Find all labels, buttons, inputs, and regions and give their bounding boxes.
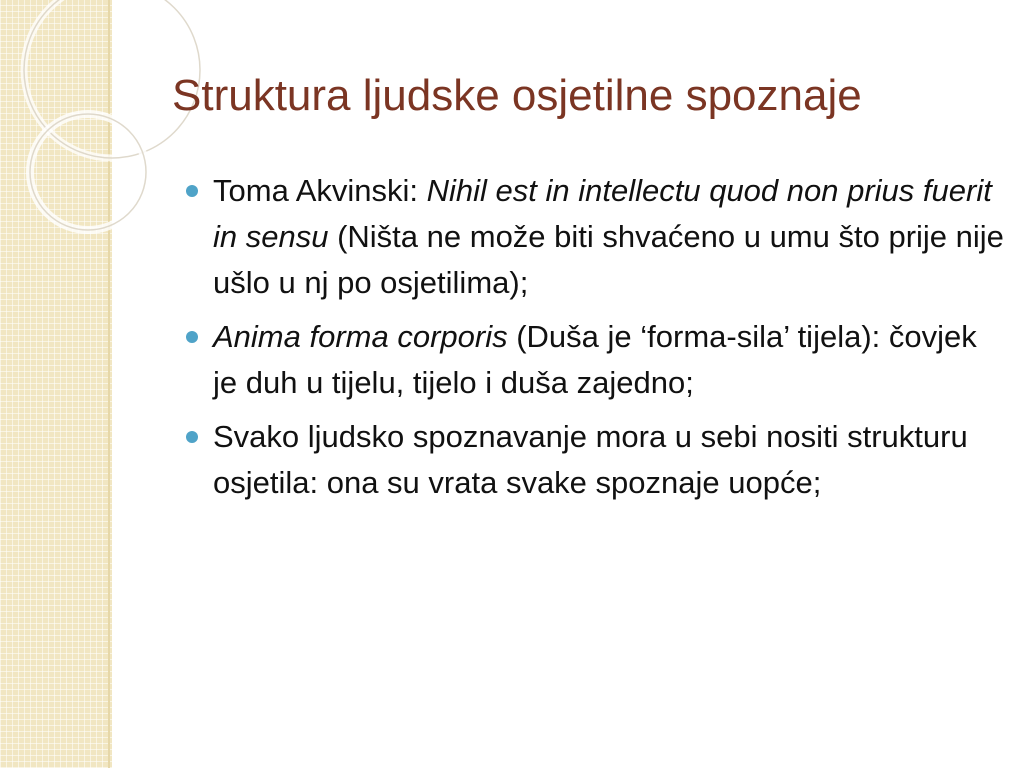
bullet-list — [186, 168, 1004, 514]
bullet-item — [186, 414, 1004, 506]
round-bullet-icon — [186, 185, 198, 197]
bullet-latin-quote: Anima forma corporis — [213, 319, 508, 354]
slide-title: Struktura ljudske osjetilne spoznaje — [172, 71, 862, 120]
bullet-item — [186, 314, 1004, 406]
bullet-item — [186, 168, 1004, 306]
bullet-text: Svako ljudsko spoznavanje mora u sebi nositi strukturu osjetila: ona su vrata svake spoznaje uopće; — [213, 419, 968, 500]
bullet-text: Toma Akvinski: — [213, 173, 427, 208]
bullet-text: (Ništa ne može biti shvaćeno u umu što prije nije ušlo u nj po osjetilima); — [213, 219, 1004, 300]
round-bullet-icon — [186, 331, 198, 343]
bullet-text: (Duša je ‘forma-sila’ tijela): čovjek je duh u tijelu, tijelo i duša zajedno; — [213, 319, 977, 400]
bullet-latin-quote: Nihil est in intellectu quod non prius fuerit in sensu — [213, 173, 992, 254]
round-bullet-icon — [186, 431, 198, 443]
